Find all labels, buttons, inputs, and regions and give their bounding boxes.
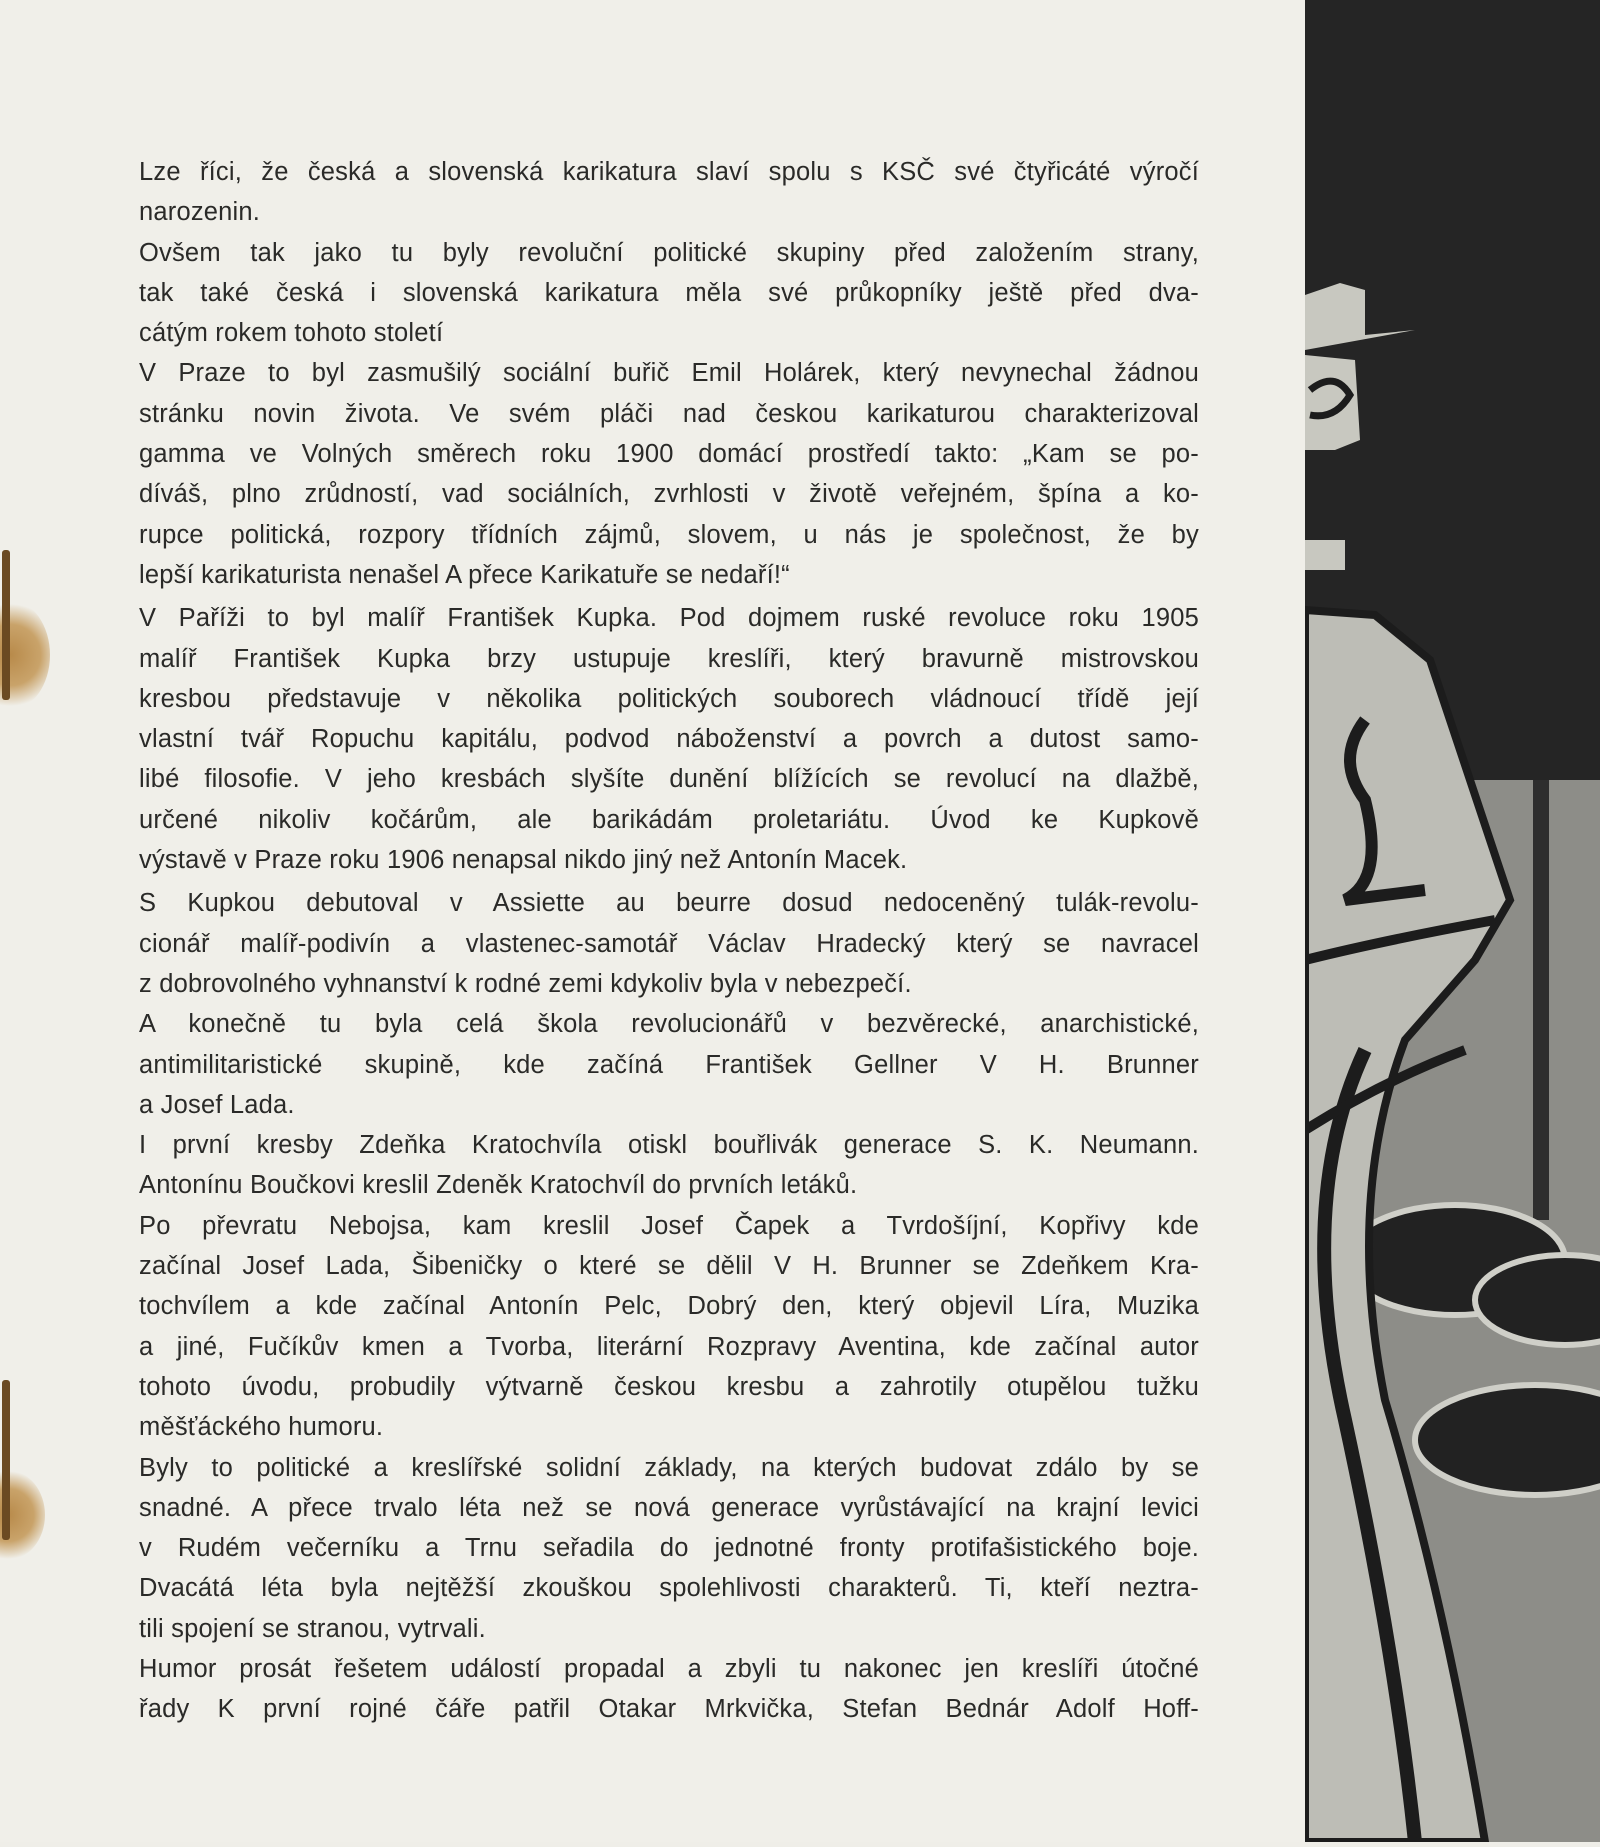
text-line: určené nikoliv kočárům, ale barikádám proletariátu. Úvod ke Kupkově [139, 805, 1199, 834]
text-line: Lze říci, že česká a slovenská karikatura slaví spolu s KSČ své čtyřicáté výročí [139, 158, 1199, 186]
text-line: V Paříži to byl malíř František Kupka. Pod dojmem ruské revoluce roku 1905 [139, 604, 1199, 633]
text-line: malíř František Kupka brzy ustupuje kreslíři, který bravurně mistrovskou [139, 644, 1199, 673]
text-line: a jiné, Fučíkův kmen a Tvorba, literární Rozpravy Aventina, kde začínal autor [139, 1332, 1199, 1361]
text-line: začínal Josef Lada, Šibeničky o které se dělil V H. Brunner se Zdeňkem Kra- [139, 1252, 1199, 1281]
table-leg [1533, 780, 1549, 1220]
text-line: rupce politická, rozpory třídních zájmů, slovem, u nás je společnost, že by [139, 520, 1199, 549]
text-line: snadné. A přece trvalo léta než se nová generace vyrůstávající na krajní levici [139, 1493, 1199, 1522]
text-line: cátým rokem tohoto století [139, 319, 444, 348]
staple-mark [2, 1380, 10, 1540]
text-line: gamma ve Volných směrech roku 1900 domácí prostředí takto: „Kam se po- [139, 440, 1199, 469]
cartoon-illustration [1305, 0, 1600, 1842]
text-line: tak také česká i slovenská karikatura měla své průkopníky ještě před dva- [139, 278, 1199, 307]
text-line: tohoto úvodu, probudily výtvarně českou kresbu a zahrotily otupělou tužku [139, 1372, 1199, 1401]
text-line: Po převratu Nebojsa, kam kreslil Josef Čapek a Tvrdošíjní, Kopřivy kde [139, 1211, 1199, 1240]
text-line: výstavě v Praze roku 1906 nenapsal nikdo jiný než Antonín Macek. [139, 846, 908, 875]
text-line: řady K první rojné čáře patřil Otakar Mrkvička, Stefan Bednár Adolf Hoff- [139, 1695, 1199, 1724]
text-line: I první kresby Zdeňka Kratochvíla otiskl bouřlivák generace S. K. Neumann. [139, 1131, 1199, 1160]
text-line: narozenin. [139, 198, 261, 227]
text-line: Dvacátá léta byla nejtěžší zkouškou spolehlivosti charakterů. Ti, kteří neztra- [139, 1574, 1199, 1603]
cartoon-figure-drawing [1305, 0, 1600, 1842]
text-line: kresbou představuje v několika politických souborech vládnoucí třídě její [139, 684, 1199, 713]
text-line: cionář malíř-podivín a vlastenec-samotář Václav Hradecký který se navracel [139, 929, 1199, 958]
text-line: lepší karikaturista nenašel A přece Karikatuře se nedaří!“ [139, 560, 790, 589]
text-line: Antonínu Boučkovi kreslil Zdeněk Kratochvíl do prvních letáků. [139, 1171, 858, 1200]
text-line: a Josef Lada. [139, 1090, 295, 1119]
text-line: S Kupkou debutoval v Assiette au beurre dosud nedoceněný tulák-revolu- [139, 889, 1199, 918]
text-line: tili spojení se stranou, vytrvali. [139, 1614, 486, 1643]
face [1305, 355, 1360, 450]
text-line: libé filosofie. V jeho kresbách slyšíte dunění blížících se revolucí na dlažbě, [139, 765, 1199, 794]
text-line: v Rudém večerníku a Trnu seřadila do jednotné fronty protifašistického boje. [139, 1534, 1199, 1563]
text-line: stránku novin života. Ve svém pláči nad českou karikaturou charakterizoval [139, 399, 1199, 428]
text-line: A konečně tu byla celá škola revolucionářů v bezvěrecké, anarchistické, [139, 1010, 1199, 1039]
staple-mark [2, 550, 10, 700]
text-line: Humor prosát řešetem událostí propadal a zbyli tu nakonec jen kreslíři útočné [139, 1654, 1199, 1683]
text-line: z dobrovolného vyhnanství k rodné zemi kdykoliv byla v nebezpečí. [139, 969, 912, 998]
text-line: antimilitaristické skupině, kde začíná František Gellner V H. Brunner [139, 1050, 1199, 1079]
text-line: díváš, plno zrůdností, vad sociálních, zvrhlosti v životě veřejném, špína a ko- [139, 480, 1199, 509]
text-line: vlastní tvář Ropuchu kapitálu, podvod náboženství a povrch a dutost samo- [139, 725, 1199, 754]
text-line: V Praze to byl zasmušilý sociální buřič Emil Holárek, který nevynechal žádnou [139, 359, 1199, 388]
text-line: tochvílem a kde začínal Antonín Pelc, Dobrý den, který objevil Líra, Muzika [139, 1292, 1199, 1321]
text-line: měšťáckého humoru. [139, 1413, 384, 1442]
text-line: Ovšem tak jako tu byly revoluční politické skupiny před založením strany, [139, 238, 1199, 267]
text-line: Byly to politické a kreslířské solidní základy, na kterých budovat zdálo by se [139, 1453, 1199, 1482]
body-text [139, 152, 1199, 1730]
